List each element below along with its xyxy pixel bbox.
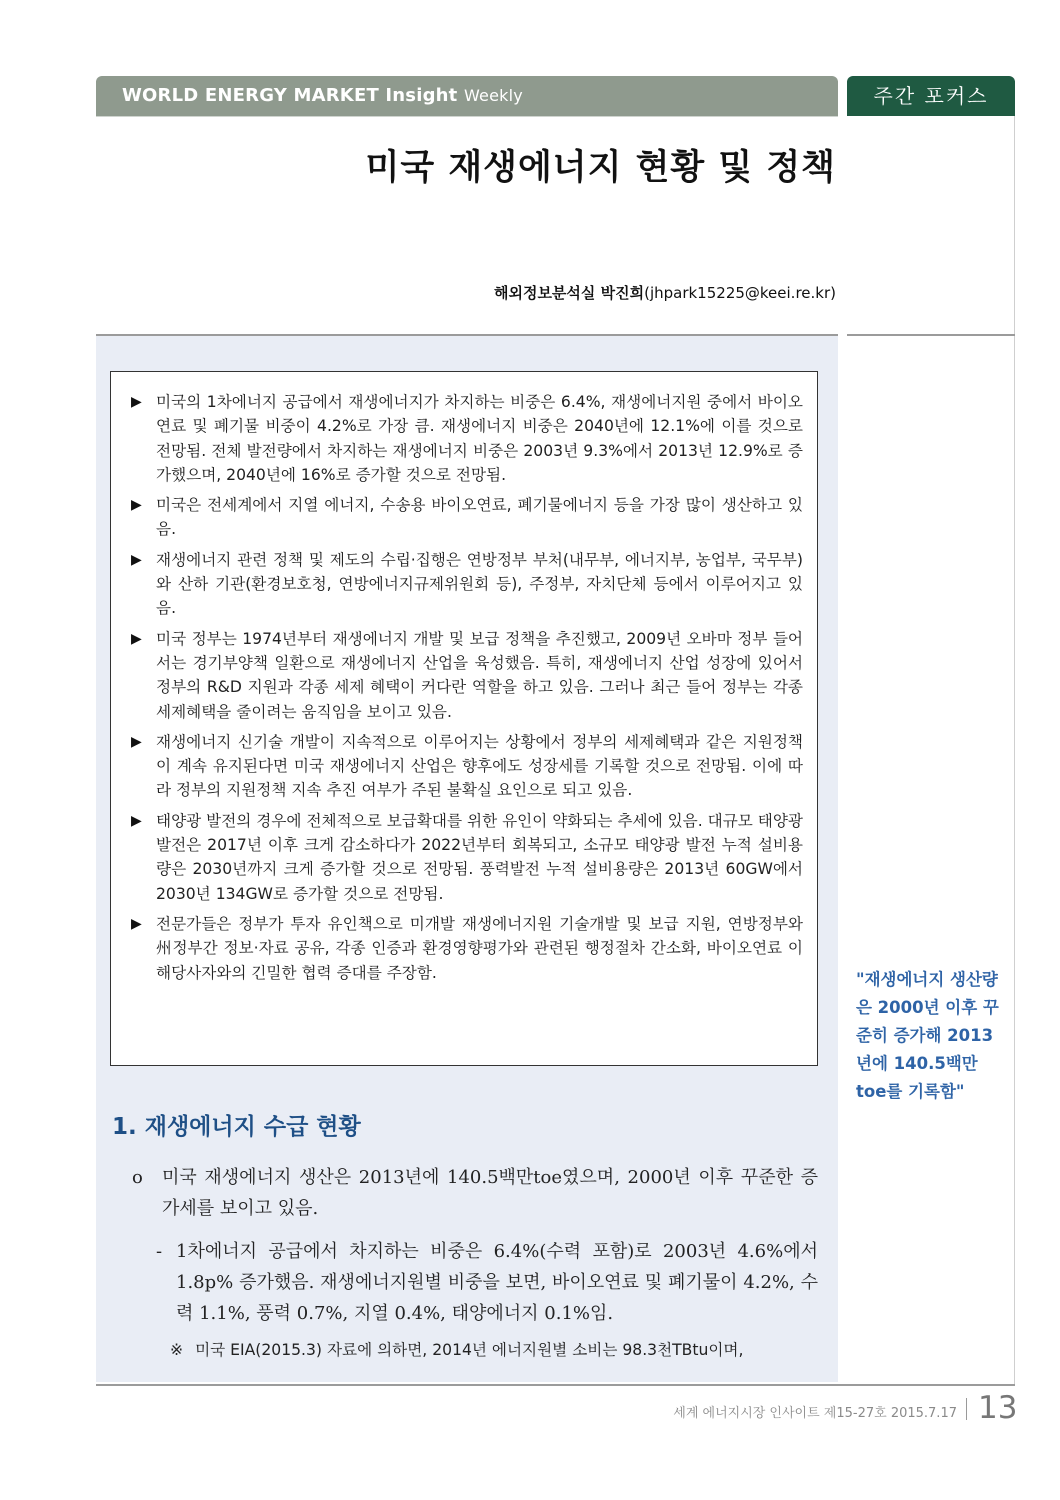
triangle-bullet-icon: ▶ [131, 551, 142, 568]
section-heading: 1. 재생에너지 수급 현황 [112, 1114, 361, 1140]
circle-bullet-icon: o [132, 1167, 143, 1188]
summary-item [131, 548, 803, 621]
publication-brand [122, 85, 523, 106]
triangle-bullet-icon: ▶ [131, 630, 142, 647]
summary-item [131, 493, 803, 542]
sub-paragraph [156, 1236, 818, 1329]
footnote [170, 1338, 818, 1360]
triangle-bullet-icon: ▶ [131, 812, 142, 829]
summary-text: 재생에너지 신기술 개발이 지속적으로 이루어지는 상황에서 정부의 세제혜택과 같은 지원정책이 계속 유지된다면 미국 재생에너지 산업은 향후에도 성장세를 기록할 것으로 전망됨. 이에 따라 정부의 지원정책 지속 추진 여부가 주된 불확실 요인으로 되고 있음. [156, 732, 803, 800]
brand-name: WORLD ENERGY MARKET Insight [122, 85, 458, 106]
summary-text: 미국 정부는 1974년부터 재생에너지 개발 및 보급 정책을 추진했고, 2009년 오바마 정부 들어서는 경기부양책 일환으로 재생에너지 산업을 육성했음. 특히, 재생에너지 산업 성장에 있어서 정부의 R&D 지원과 각종 세제 혜택이 커다란 역할을 하고 있음. 그러나 최근 들어 정부는 각종 세제혜택을 줄이려는 움직임을 보이고 있음. [156, 629, 803, 721]
page-number: 13 [978, 1390, 1018, 1426]
footer-publication: 세계 에너지시장 인사이트 제15-27호 2015.7.17 [673, 1406, 957, 1421]
sub-paragraph-text: 1차에너지 공급에서 차지하는 비중은 6.4%(수력 포함)로 2003년 4.6%에서 1.8p% 증가했음. 재생에너지원별 비중을 보면, 바이오연료 및 폐기물이 4.2%, 수력 1.1%, 풍력 0.7%, 지열 0.4%, 태양에너지 0.1%임. [176, 1241, 818, 1324]
footer-separator [966, 1398, 967, 1420]
article-title: 미국 재생에너지 현황 및 정책 [365, 148, 836, 188]
reference-mark-icon: ※ [170, 1341, 184, 1359]
summary-item [131, 730, 803, 803]
summary-text: 미국의 1차에너지 공급에서 재생에너지가 차지하는 비중은 6.4%, 재생에너지원 중에서 바이오연료 및 폐기물 비중이 4.2%로 가장 큼. 재생에너지 비중은 2040년에 12.1%에 이를 것으로 전망됨. 전체 발전량에서 차지하는 재생에너지 비중은 2003년 9.3%에서 2013년 12.9%로 증가했으며, 2040년에 16%로 증가할 것으로 전망됨. [156, 393, 803, 484]
sidebar-rule [1014, 116, 1015, 1386]
footnote-text: 미국 EIA(2015.3) 자료에 의하면, 2014년 에너지원별 소비는 98.3천TBtu이며, [195, 1341, 744, 1359]
body-paragraph [132, 1162, 818, 1224]
triangle-bullet-icon: ▶ [131, 497, 142, 514]
triangle-bullet-icon: ▶ [131, 915, 142, 932]
dash-bullet-icon: - [156, 1241, 163, 1262]
author-email: (jhpark15225@keei.re.kr) [644, 284, 836, 302]
summary-box [110, 371, 818, 1066]
paragraph-text: 미국 재생에너지 생산은 2013년에 140.5백만toe였으며, 2000년 이후 꾸준한 증가세를 보이고 있음. [162, 1167, 818, 1219]
summary-text: 재생에너지 관련 정책 및 제도의 수립·집행은 연방정부 부처(내무부, 에너지부, 농업부, 국무부)와 산하 기관(환경보호청, 연방에너지규제위원회 등), 주정부, 자치단체 등에서 이루어지고 있음. [156, 550, 803, 618]
pull-quote: "재생에너지 생산량은 2000년 이후 꾸준히 증가해 2013년에 140.5백만toe를 기록함" [856, 970, 999, 1101]
section-tab: 주간 포커스 [847, 76, 1015, 116]
header-bar [96, 76, 838, 116]
summary-text: 태양광 발전의 경우에 전체적으로 보급확대를 위한 유인이 약화되는 추세에 있음. 대규모 태양광 발전은 2017년 이후 크게 감소하다가 2022년부터 회복되고, 소규모 태양광 발전 누적 설비용량은 2030년까지 크게 증가할 것으로 전망됨. 풍력발전 누적 설비용량은 2013년 60GW에서 2030년 134GW로 증가할 것으로 전망됨. [156, 811, 803, 903]
triangle-bullet-icon: ▶ [131, 394, 142, 410]
footer-rule [96, 1384, 1015, 1386]
summary-item [131, 912, 803, 985]
brand-suffix: Weekly [463, 86, 523, 105]
summary-item [131, 390, 803, 487]
triangle-bullet-icon: ▶ [131, 733, 142, 750]
summary-text: 전문가들은 정부가 투자 유인책으로 미개발 재생에너지원 기술개발 및 보급 지원, 연방정부와 州정부간 정보·자료 공유, 각종 인증과 환경영향평가와 관련된 행정절차 간소화, 바이오연료 이해당사자와의 긴밀한 협력 증대를 주장함. [156, 914, 803, 982]
summary-list [131, 390, 803, 991]
author-line [494, 282, 836, 303]
summary-item [131, 627, 803, 724]
summary-item [131, 809, 803, 906]
header-rule [96, 116, 838, 117]
sidebar-divider [847, 334, 1015, 336]
summary-text: 미국은 전세계에서 지열 에너지, 수송용 바이오연료, 폐기물에너지 등을 가장 많이 생산하고 있음. [156, 496, 803, 539]
author-name: 해외정보분석실 박진희 [493, 284, 645, 302]
